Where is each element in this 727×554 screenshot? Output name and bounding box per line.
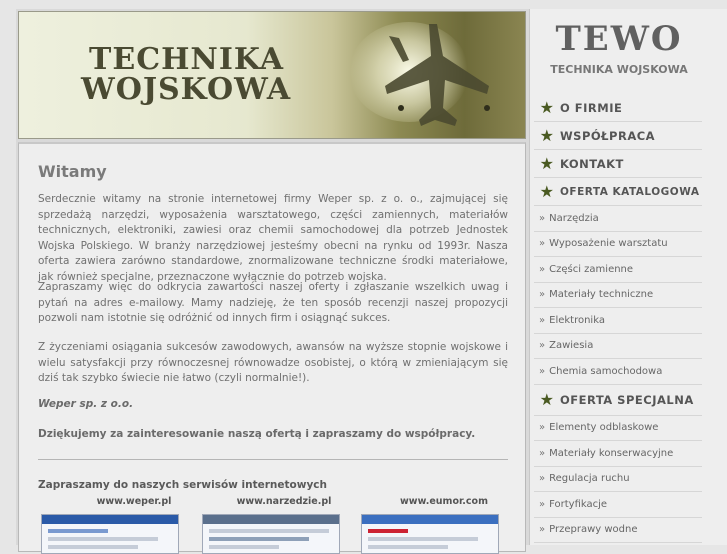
submenu-item-elementy-odblaskowe[interactable]: » Elementy odblaskowe: [534, 416, 702, 442]
thanks-text: Dziękujemy za zainteresowanie naszą ofertą i zapraszamy do współpracy.: [38, 428, 476, 440]
service-thumbnail-weper[interactable]: [41, 514, 179, 554]
page-title: Witamy: [38, 162, 107, 181]
star-icon: ★: [539, 98, 555, 117]
arrow-icon: »: [539, 314, 546, 326]
menu-item-kontakt[interactable]: ★ KONTAKT: [534, 150, 702, 178]
logo-title: TEWO: [555, 19, 683, 59]
divider: [38, 459, 508, 460]
menu-item-oferta-specjalna[interactable]: ★ OFERTA SPECJALNA: [534, 385, 702, 416]
submenu-item-zawiesia[interactable]: » Zawiesia: [534, 334, 702, 360]
submenu-item-czesci[interactable]: » Części zamienne: [534, 257, 702, 283]
menu-item-o-firmie[interactable]: ★ O FIRMIE: [534, 94, 702, 122]
arrow-icon: »: [539, 447, 546, 459]
header-banner: [18, 11, 526, 139]
arrow-icon: »: [539, 340, 546, 352]
sidebar: [529, 9, 727, 545]
sidebar-menu: [534, 94, 702, 543]
service-thumbnail-narzedzie[interactable]: [202, 514, 340, 554]
submenu-item-przeprawy-wodne[interactable]: » Przeprawy wodne: [534, 518, 702, 544]
intro-paragraph: Serdecznie witamy na stronie internetowej firmy Weper sp. z o. o., zajmującej się sprzedażą narzędzi, wyposażenia warsztatowego, części zamiennych, materiałów technicznych, elektroniki, zawiesi oraz chemii samochodowej dla potrzeb Jednostek Wojska Polskiego. W branży narzędziowej jesteśmy obecni na rynku od 1993r. Nasza oferta zawiera zarówno standardowe, znormalizowane techniczne środki materiałowe, jak również specjalne, przeznaczone wyłącznie do potrzeb wojska.: [38, 193, 508, 283]
services-title: Zapraszamy do naszych serwisów internetowych: [38, 479, 328, 491]
submenu-item-materialy[interactable]: » Materiały techniczne: [534, 283, 702, 309]
submenu-item-regulacja-ruchu[interactable]: » Regulacja ruchu: [534, 467, 702, 493]
menu-item-wspolpraca[interactable]: ★ WSPÓŁPRACA: [534, 122, 702, 150]
submenu-item-materialy-konserwacyjne[interactable]: » Materiały konserwacyjne: [534, 441, 702, 467]
arrow-icon: »: [539, 524, 546, 536]
banner-title-line2: WOJSKOWA: [81, 72, 292, 107]
submenu-item-wyposazenie[interactable]: » Wyposażenie warsztatu: [534, 232, 702, 258]
service-link-weper[interactable]: www.weper.pl: [96, 496, 172, 507]
arrow-icon: »: [539, 238, 546, 250]
star-icon: ★: [539, 390, 555, 409]
wishes-paragraph: Z życzeniami osiągania sukcesów zawodowych, awansów na wyższe stopnie wojskowe i wielu satysfakcji przy równoczesnej równowadze osobistej, o którą w zmieniającym się dziś tak szybko świecie nie łatwo (czyli normalnie!).: [38, 341, 508, 384]
invite-paragraph: Zapraszamy więc do odkrycia zawartości naszej oferty i zgłaszanie wszelkich uwag i pytań na adres e-mailowy. Mamy nadzieję, że ten sposób recenzji naszej propozycji pozwoli nam istotnie się odróżnić od innych firm i osiągnąć sukces.: [38, 281, 508, 324]
star-icon: ★: [539, 182, 555, 201]
page: [16, 9, 727, 545]
arrow-icon: »: [539, 289, 546, 301]
arrow-icon: »: [539, 473, 546, 485]
banner-title-line1: TECHNIKA: [89, 42, 285, 77]
submenu-item-fortyfikacje[interactable]: » Fortyfikacje: [534, 492, 702, 518]
arrow-icon: »: [539, 422, 546, 434]
fighter-jet-icon: [359, 16, 519, 136]
arrow-icon: »: [539, 498, 546, 510]
star-icon: ★: [539, 126, 555, 145]
submenu-item-elektronika[interactable]: » Elektronika: [534, 308, 702, 334]
logo-subtitle: TECHNIKA WOJSKOWA: [550, 63, 688, 76]
service-thumbnail-eumor[interactable]: [361, 514, 499, 554]
arrow-icon: »: [539, 263, 546, 275]
arrow-icon: »: [539, 365, 546, 377]
signature: Weper sp. z o.o.: [38, 398, 134, 410]
service-link-narzedzie[interactable]: www.narzedzie.pl: [236, 496, 332, 507]
main-content: [18, 142, 526, 552]
service-link-eumor[interactable]: www.eumor.com: [400, 496, 488, 507]
submenu-item-chemia[interactable]: » Chemia samochodowa: [534, 359, 702, 385]
menu-item-oferta-katalogowa[interactable]: ★ OFERTA KATALOGOWA: [534, 178, 702, 206]
star-icon: ★: [539, 154, 555, 173]
arrow-icon: »: [539, 212, 546, 224]
submenu-item-narzedzia[interactable]: » Narzędzia: [534, 206, 702, 232]
